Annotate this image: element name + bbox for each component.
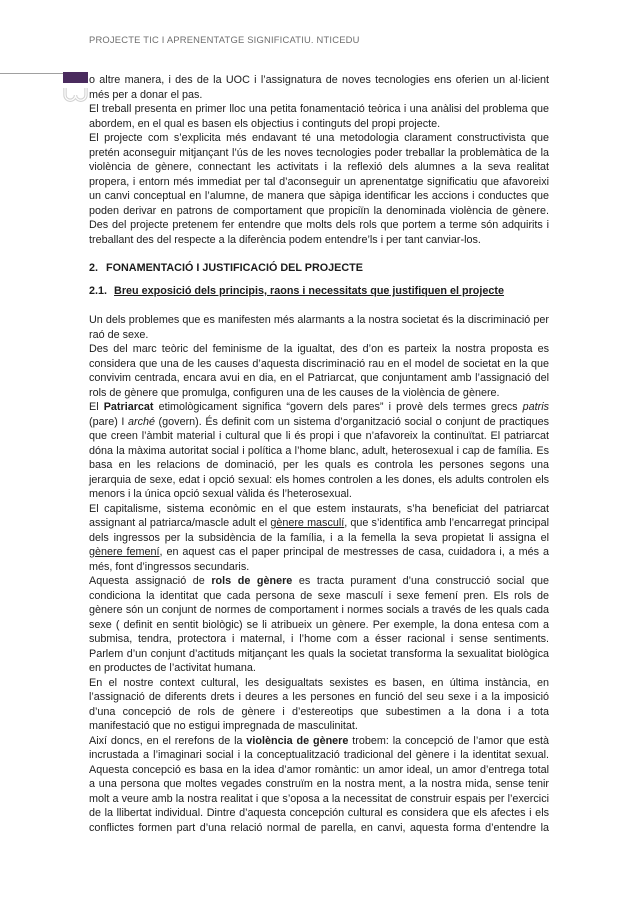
subsection-title: Breu exposició dels principis, raons i necessitats que justifiquen el projecte [114,285,505,297]
subsection-number: 2.1. [89,285,108,297]
text-run: , que s’identifica amb l’encarregat principal [344,517,549,529]
text-line: pretén aconseguir mitjançant l’ús de les noves tecnologies poder treballar la problemàtica de la [89,146,549,159]
text-line: abordem, en el qual es basen els objectius i continguts del propi projecte. [89,117,441,130]
text-run: , en aquest cas el paper principal de mestresses de casa, cuidadora i, a més a [159,546,549,558]
text-line: Des del projecte pretenem fer entendre que molts dels rols que portem a terme són adquirits i [89,219,549,231]
uoc-logo-icon [62,86,89,105]
text-line [89,545,549,560]
paragraph [89,676,549,734]
text-line: de la llibertat individual. Dintre d’aquesta concepción cultural es considera que els afectes i els [89,807,549,819]
text-line: Parlem d’un conjunt d’actituds mitjançant les quals la societat transforma la sexualitat biològica [89,647,549,660]
text-line: sexe ( definit en sentit biològic) se li atribueix un gènere. Per exemple, la dona entesa com a [89,618,549,631]
paragraph [89,131,549,247]
subsection-heading [89,284,504,299]
paragraph [89,73,549,102]
text-line: manifestació que no estigui impregnada de masculinitat. [89,720,358,732]
running-header: PROJECTE TIC I APRENENTATGE SIGNIFICATIU. NTICEDU [89,34,360,45]
text-line: considera que una de les causes d’aquesta discriminació rau en el model de societat en la que [89,357,549,370]
text-line [89,574,549,589]
paragraph [89,102,549,131]
text-line: conflictes formen part d’una relació normal de parella, en canvi, aquesta forma d’entendre la [89,821,549,834]
text-line: propera, i entorn més immediat per tal d’aconseguir un aprenentatge significatiu que afavoreixi [89,175,549,188]
text-line: menors i la única opció sexual vàlida és l’heterosexual. [89,488,352,500]
text-line: submisa, tendra, protectora i maternal, i l’home com a ésser racional i sense sentiments. [89,633,549,645]
underline-term: gènere femení [89,546,160,558]
accent-bar [63,72,88,83]
text-line: que creen l’àmbit material i cultural que li és propi i que n’afavoreix la continuïtat. El patriarcat [89,430,549,442]
text-line: condiciona la identitat que cada persona de sexe masculí i sexe femení pren. Els rols de [89,589,549,602]
text-run: (govern). És definit com un sistema d’organització social o conjunt de practiques [154,415,549,428]
text-line: a una persona que moltes vegades construïm en la nostra ment, a la nostra mida, sense tenir [89,778,549,790]
text-line: El projecte com s’explicita més endavant té una metodologia clarament constructivista que [89,132,549,144]
text-line: poden derivar en patrons de comportament que propiciïn la denominada violència de gènere. [89,204,549,217]
text-line: Des del marc teòric del feminisme de la igualtat, des d’on es parteix la nostra proposta es [89,343,549,355]
text-line: El treball presenta en primer lloc una petita fonamentació teòrica i una anàlisi del problema que [89,103,549,115]
text-line: incrustada a l’imaginari social i la conceptualització tradicional del gènere i la identitat sexual. [89,749,549,761]
text-line: més per a donar el pas. [89,88,203,101]
text-line [89,516,549,531]
text-line: En el nostre context cultural, les desigualtats sexistes es basen, en última instància, en [89,676,549,689]
text-line: basa en les relacions de dominació, per les quals es controla les persones segons una [89,459,549,471]
text-run: Aquesta assignació de [89,575,212,587]
text-line [89,400,549,415]
text-line: d’una concepció de rols de gènere i d’estereotips que subestimen a la dona i a tota [89,705,549,718]
text-run: Així doncs, en el rerefons de la [89,734,247,747]
text-line: dels ingressos per la subsidència de la família, i a la femella la seva propietat li assigna el [89,531,549,544]
paragraph [89,342,549,400]
text-line: o altre manera, i des de la UOC i l’assignatura de noves tecnologies ens oferien un al·licient [89,74,549,86]
section-number: 2. [89,262,99,274]
paragraph [89,313,549,342]
text-run: etimològicament significa “govern dels pares” i provè dels termes grecs [153,401,523,413]
bold-term: violència de gènere [246,734,349,747]
text-line: jerarquia de sexe, edat i opció sexual: els homes controlen a les dones, els adults controlen els [89,473,549,486]
paragraph [89,400,549,502]
text-line: Aquesta concepció es basa en la idea d’amor romàntic: un amor ideal, un amor d’entrega total [89,763,549,776]
text-line: dóna la màxima autoritat social i política a l’home blanc, adult, heterosexual i cap de família. Es [89,444,549,457]
bold-term: Patriarcat [103,401,154,413]
text-line: convivim centrada, encara avui en dia, en el Patriarcat, que conjuntament amb l’assignació del [89,372,549,384]
text-line: El capitalisme, sistema econòmic en el que estem instaurats, s’ha beneficiat del patriarcat [89,502,549,515]
text-run: El [89,401,104,413]
text-run: (pare) I [89,415,128,428]
paragraph [89,734,549,836]
section-title: FONAMENTACIÓ I JUSTIFICACIÓ DEL PROJECTE [106,262,363,274]
text-line: rols de gènere que promulga, configuren una de les causes de la violència de gènere. [89,386,500,399]
text-run: assignant al patriarca/mascle adult el [89,517,271,529]
text-line: molt a veure amb la nostra realitat i que s’oposa a la necessitat de construir espais per l’exercici [89,792,549,805]
text-line: Un dels problemes que es manifesten més alarmants a la nostra societat és la discriminació per [89,314,549,326]
body-text-block [89,313,549,835]
text-line: l’assignació de diferents drets i deures a les persones en funció del seu sexe i a la imposició [89,691,549,703]
text-line [89,734,549,749]
text-run: trobem: la concepció de l’amor que està [348,734,549,747]
text-run: es tracta purament d’una construcció social que [292,575,549,587]
italic-term: patris [522,401,550,413]
text-line: gènere són un conjunt de normes de comportament i normes socials a través de les quals cada [89,604,549,616]
paragraph [89,574,549,676]
text-line [89,415,549,430]
text-line: treballant des del respecte a la diferència podem entendre’ls i per tant canviar-los. [89,233,481,246]
text-line: violència de gènere, connectant les activitats i la reflexió dels alumnes a la seva realitat [89,161,549,173]
underline-term: gènere masculí [270,517,345,529]
italic-term: arché [127,415,155,428]
section-heading [89,261,363,276]
text-line: en productes de l’activitat humana. [89,662,256,674]
text-line: raó de sexe. [89,328,149,341]
intro-text-block [89,73,549,247]
paragraph [89,502,549,575]
text-line: un canvi conceptual en l’alumne, de manera que sàpiga identificar les accions i conductes que [89,190,549,202]
bold-term: rols de gènere [211,575,293,587]
text-line: més, font d’ingressos secundaris. [89,560,250,573]
